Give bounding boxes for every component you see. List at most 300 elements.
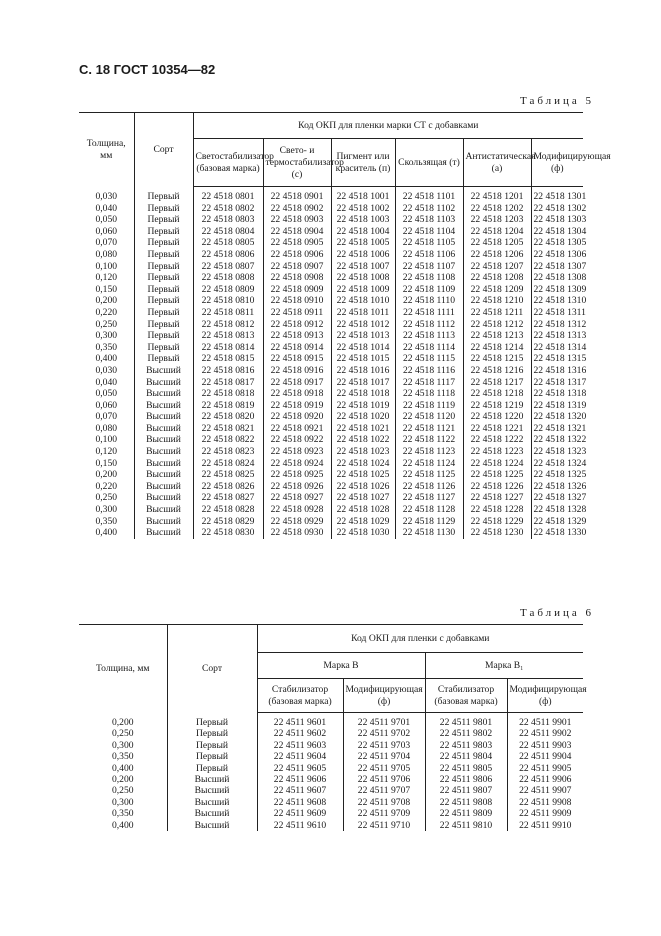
okp-code-cell: 22 4518 0903 [263,214,331,226]
okp-code-cell: 22 4518 1302 [531,203,583,215]
okp-code-cell: 22 4518 0921 [263,423,331,435]
grade-cell: Первый [134,284,193,296]
okp-code-cell: 22 4518 0922 [263,434,331,446]
okp-code-cell: 22 4518 0915 [263,353,331,365]
okp-code-cell: 22 4518 0927 [263,492,331,504]
grade-cell: Высший [134,458,193,470]
okp-code-cell: 22 4518 1321 [531,423,583,435]
okp-code-cell: 22 4518 0821 [193,423,263,435]
grade-cell: Первый [134,295,193,307]
okp-code-cell: 22 4518 0925 [263,469,331,481]
okp-code-cell: 22 4511 9702 [343,728,425,739]
okp-code-cell: 22 4511 9804 [425,751,507,762]
thickness-cell: 0,400 [95,353,118,365]
grade-cell: Высший [134,516,193,528]
thickness-cell: 0,080 [95,422,118,434]
okp-code-cell: 22 4518 1123 [395,446,463,458]
okp-code-cell: 22 4518 1029 [331,516,395,528]
thickness-cell: 0,050 [95,214,118,226]
okp-code-cell: 22 4518 1213 [463,330,531,342]
grade-cell: Высший [134,481,193,493]
okp-code-cell: 22 4518 0828 [193,504,263,516]
grade-cell: Первый [134,307,193,319]
okp-code-cell: 22 4518 1217 [463,377,531,389]
table6 [79,624,587,831]
table-row [79,751,583,762]
okp-code-cell: 22 4511 9609 [257,808,343,819]
okp-code-cell: 22 4518 1013 [331,330,395,342]
okp-code-cell: 22 4518 1127 [395,492,463,504]
okp-code-cell: 22 4518 1211 [463,307,531,319]
grade-cell: Первый [167,728,257,739]
okp-code-cell: 22 4518 1129 [395,516,463,528]
thickness-cell: 0,070 [95,411,118,423]
grade-cell: Высший [167,797,257,808]
okp-code-cell: 22 4518 1005 [331,237,395,249]
table-row [79,820,583,831]
okp-code-cell: 22 4518 0808 [193,272,263,284]
thickness-cell: 0,100 [95,434,118,446]
table5-subcol-header: Пигмент или краситель (п) [331,139,395,187]
okp-code-cell: 22 4518 0909 [263,284,331,296]
okp-code-cell: 22 4518 0929 [263,516,331,528]
thickness-cell: 0,350 [111,808,134,820]
thickness-cell: 0,250 [95,318,118,330]
grade-cell: Высший [134,365,193,377]
table-row [79,740,583,751]
table-row [79,763,583,774]
table-row [79,458,583,470]
grade-cell: Высший [134,446,193,458]
grade-cell: Высший [167,785,257,796]
okp-code-cell: 22 4511 9902 [507,728,583,739]
thickness-cell: 0,030 [95,364,118,376]
okp-code-cell: 22 4518 1008 [331,272,395,284]
okp-code-cell: 22 4518 0914 [263,342,331,354]
table-row [79,353,583,365]
thickness-cell: 0,050 [95,388,118,400]
thickness-cell: 0,040 [95,376,118,388]
okp-code-cell: 22 4511 9907 [507,785,583,796]
thickness-cell: 0,250 [111,728,134,740]
okp-code-cell: 22 4511 9602 [257,728,343,739]
table5-caption: Таблица 5 [520,95,595,107]
table-row [79,203,583,215]
grade-cell: Высший [134,527,193,539]
grade-cell: Первый [134,249,193,261]
okp-code-cell: 22 4518 1206 [463,249,531,261]
okp-code-cell: 22 4518 1221 [463,423,531,435]
okp-code-cell: 22 4518 1205 [463,237,531,249]
table-row [79,330,583,342]
table-row [79,307,583,319]
okp-code-cell: 22 4518 0830 [193,527,263,539]
grade-cell: Первый [134,342,193,354]
table-row [79,261,583,273]
thickness-cell: 0,350 [111,751,134,763]
okp-code-cell: 22 4511 9703 [343,740,425,751]
okp-code-cell: 22 4511 9706 [343,774,425,785]
okp-code-cell: 22 4511 9605 [257,763,343,774]
thickness-cell: 0,080 [95,248,118,260]
okp-code-cell: 22 4518 0803 [193,214,263,226]
okp-code-cell: 22 4518 1121 [395,423,463,435]
okp-code-cell: 22 4518 1322 [531,434,583,446]
okp-code-cell: 22 4518 1215 [463,353,531,365]
okp-code-cell: 22 4518 1314 [531,342,583,354]
okp-code-cell: 22 4518 1010 [331,295,395,307]
grade-cell: Высший [134,411,193,423]
okp-code-cell: 22 4518 1315 [531,353,583,365]
grade-cell: Первый [167,751,257,762]
okp-code-cell: 22 4518 1330 [531,527,583,539]
okp-code-cell: 22 4518 0924 [263,458,331,470]
thickness-cell: 0,350 [95,515,118,527]
okp-code-cell: 22 4518 0908 [263,272,331,284]
table-row [79,237,583,249]
table5-subcol-header: Свето- и термостабилизатор (с) [263,139,331,187]
okp-code-cell: 22 4518 1128 [395,504,463,516]
okp-code-cell: 22 4518 1020 [331,411,395,423]
thickness-cell: 0,250 [95,492,118,504]
table-row [79,808,583,819]
okp-code-cell: 22 4518 1312 [531,319,583,331]
okp-code-cell: 22 4511 9807 [425,785,507,796]
okp-code-cell: 22 4518 0809 [193,284,263,296]
okp-code-cell: 22 4511 9808 [425,797,507,808]
okp-code-cell: 22 4511 9910 [507,820,583,831]
grade-cell: Высший [134,492,193,504]
okp-code-cell: 22 4518 1317 [531,377,583,389]
okp-code-cell: 22 4518 0822 [193,434,263,446]
thickness-cell: 0,250 [111,785,134,797]
grade-cell: Первый [134,187,193,203]
table-row [79,785,583,796]
okp-code-cell: 22 4518 0923 [263,446,331,458]
table-row [79,446,583,458]
okp-code-cell: 22 4518 1025 [331,469,395,481]
okp-code-cell: 22 4518 1209 [463,284,531,296]
okp-code-cell: 22 4518 1014 [331,342,395,354]
table-row [79,400,583,412]
okp-code-cell: 22 4518 0910 [263,295,331,307]
okp-code-cell: 22 4518 1219 [463,400,531,412]
okp-code-cell: 22 4518 1023 [331,446,395,458]
okp-code-cell: 22 4518 1230 [463,527,531,539]
table-row [79,226,583,238]
okp-code-cell: 22 4518 0919 [263,400,331,412]
table-row [79,713,583,729]
table6-subcol-header: Стабилизатор (базовая марка) [425,679,507,713]
grade-cell: Высший [134,377,193,389]
okp-code-cell: 22 4518 1327 [531,492,583,504]
okp-code-cell: 22 4518 1114 [395,342,463,354]
table-row [79,469,583,481]
okp-code-cell: 22 4518 1329 [531,516,583,528]
grade-cell: Первый [134,353,193,365]
okp-code-cell: 22 4518 1115 [395,353,463,365]
okp-code-cell: 22 4518 1109 [395,284,463,296]
okp-code-cell: 22 4518 1026 [331,481,395,493]
okp-code-cell: 22 4518 0825 [193,469,263,481]
grade-cell: Первый [167,763,257,774]
okp-code-cell: 22 4518 0901 [263,187,331,203]
okp-code-cell: 22 4518 1009 [331,284,395,296]
okp-code-cell: 22 4518 1017 [331,377,395,389]
okp-code-cell: 22 4518 0905 [263,237,331,249]
okp-code-cell: 22 4511 9901 [507,713,583,729]
grade-cell: Первый [134,261,193,273]
okp-code-cell: 22 4518 1006 [331,249,395,261]
okp-code-cell: 22 4511 9604 [257,751,343,762]
okp-code-cell: 22 4518 1011 [331,307,395,319]
okp-code-cell: 22 4511 9809 [425,808,507,819]
table-row [79,481,583,493]
okp-code-cell: 22 4518 0826 [193,481,263,493]
okp-code-cell: 22 4518 1311 [531,307,583,319]
thickness-cell: 0,300 [95,504,118,516]
table-row [79,214,583,226]
okp-code-cell: 22 4518 1002 [331,203,395,215]
table-row [79,249,583,261]
okp-code-cell: 22 4518 1320 [531,411,583,423]
okp-code-cell: 22 4518 1007 [331,261,395,273]
grade-cell: Первый [167,740,257,751]
okp-code-cell: 22 4518 0806 [193,249,263,261]
okp-code-cell: 22 4518 1202 [463,203,531,215]
table6-brand-b1: Марка В₁ [425,653,583,679]
thickness-cell: 0,400 [111,762,134,774]
grade-cell: Первый [134,237,193,249]
okp-code-cell: 22 4518 0912 [263,319,331,331]
okp-code-cell: 22 4518 0904 [263,226,331,238]
okp-code-cell: 22 4518 0829 [193,516,263,528]
okp-code-cell: 22 4518 1104 [395,226,463,238]
okp-code-cell: 22 4518 1208 [463,272,531,284]
okp-code-cell: 22 4518 0823 [193,446,263,458]
okp-code-cell: 22 4518 1301 [531,187,583,203]
okp-code-cell: 22 4511 9701 [343,713,425,729]
okp-code-cell: 22 4518 1308 [531,272,583,284]
okp-code-cell: 22 4511 9908 [507,797,583,808]
table-row [79,527,583,539]
okp-code-cell: 22 4518 1106 [395,249,463,261]
grade-cell: Первый [167,713,257,729]
okp-code-cell: 22 4518 1326 [531,481,583,493]
table5-header-thickness: Толщина, мм [79,113,134,187]
okp-code-cell: 22 4511 9710 [343,820,425,831]
okp-code-cell: 22 4518 1122 [395,434,463,446]
okp-code-cell: 22 4518 0816 [193,365,263,377]
okp-code-cell: 22 4518 0807 [193,261,263,273]
okp-code-cell: 22 4518 0817 [193,377,263,389]
table5 [79,112,611,539]
okp-code-cell: 22 4518 0824 [193,458,263,470]
okp-code-cell: 22 4518 1203 [463,214,531,226]
okp-code-cell: 22 4518 1214 [463,342,531,354]
okp-code-cell: 22 4518 0916 [263,365,331,377]
okp-code-cell: 22 4518 1303 [531,214,583,226]
okp-code-cell: 22 4518 1003 [331,214,395,226]
okp-code-cell: 22 4511 9603 [257,740,343,751]
grade-cell: Высший [134,469,193,481]
table-row [79,423,583,435]
table5-subcol-header: Антистатическая (а) [463,139,531,187]
table6-subcol-header: Модифицирующая (ф) [343,679,425,713]
table5-body [79,187,587,539]
okp-code-cell: 22 4518 1324 [531,458,583,470]
okp-code-cell: 22 4518 1105 [395,237,463,249]
table6-subcol-header: Модифицирующая (ф) [507,679,583,713]
thickness-cell: 0,200 [111,774,134,786]
okp-code-cell: 22 4511 9806 [425,774,507,785]
okp-code-cell: 22 4518 1304 [531,226,583,238]
okp-code-cell: 22 4518 1212 [463,319,531,331]
grade-cell: Первый [134,330,193,342]
okp-code-cell: 22 4511 9709 [343,808,425,819]
okp-code-cell: 22 4511 9803 [425,740,507,751]
okp-code-cell: 22 4518 0928 [263,504,331,516]
okp-code-cell: 22 4511 9904 [507,751,583,762]
okp-code-cell: 22 4518 1126 [395,481,463,493]
thickness-cell: 0,070 [95,237,118,249]
okp-code-cell: 22 4518 1328 [531,504,583,516]
okp-code-cell: 22 4518 1030 [331,527,395,539]
okp-code-cell: 22 4518 1227 [463,492,531,504]
okp-code-cell: 22 4518 1024 [331,458,395,470]
okp-code-cell: 22 4518 1225 [463,469,531,481]
grade-cell: Первый [134,203,193,215]
okp-code-cell: 22 4518 0813 [193,330,263,342]
okp-code-cell: 22 4518 1218 [463,388,531,400]
table6-caption: Таблица 6 [520,607,595,619]
okp-code-cell: 22 4518 0810 [193,295,263,307]
grade-cell: Высший [167,808,257,819]
okp-code-cell: 22 4518 1226 [463,481,531,493]
page-header: С. 18 ГОСТ 10354—82 [79,62,216,77]
okp-code-cell: 22 4518 1318 [531,388,583,400]
okp-code-cell: 22 4518 1130 [395,527,463,539]
table-row [79,388,583,400]
thickness-cell: 0,300 [111,739,134,751]
okp-code-cell: 22 4518 1021 [331,423,395,435]
okp-code-cell: 22 4518 0820 [193,411,263,423]
thickness-cell: 0,060 [95,399,118,411]
table-row [79,365,583,377]
okp-code-cell: 22 4518 1228 [463,504,531,516]
okp-code-cell: 22 4518 1323 [531,446,583,458]
thickness-cell: 0,040 [95,202,118,214]
okp-code-cell: 22 4511 9708 [343,797,425,808]
okp-code-cell: 22 4518 1207 [463,261,531,273]
thickness-cell: 0,030 [95,190,118,202]
okp-code-cell: 22 4518 1012 [331,319,395,331]
okp-code-cell: 22 4518 1223 [463,446,531,458]
okp-code-cell: 22 4518 1027 [331,492,395,504]
okp-code-cell: 22 4518 0801 [193,187,263,203]
grade-cell: Первый [134,226,193,238]
okp-code-cell: 22 4518 1204 [463,226,531,238]
table6-brand-b: Марка В [257,653,425,679]
okp-code-cell: 22 4518 1309 [531,284,583,296]
okp-code-cell: 22 4518 1019 [331,400,395,412]
okp-code-cell: 22 4511 9610 [257,820,343,831]
thickness-cell: 0,400 [111,819,134,831]
okp-code-cell: 22 4518 1103 [395,214,463,226]
okp-code-cell: 22 4518 1124 [395,458,463,470]
okp-code-cell: 22 4518 1210 [463,295,531,307]
okp-code-cell: 22 4518 0918 [263,388,331,400]
okp-code-cell: 22 4518 0812 [193,319,263,331]
okp-code-cell: 22 4511 9810 [425,820,507,831]
table6-subcol-header: Стабилизатор (базовая марка) [257,679,343,713]
grade-cell: Высший [134,504,193,516]
table-row [79,797,583,808]
table-row [79,492,583,504]
okp-code-cell: 22 4518 1229 [463,516,531,528]
okp-code-cell: 22 4518 1307 [531,261,583,273]
okp-code-cell: 22 4511 9801 [425,713,507,729]
thickness-cell: 0,300 [111,796,134,808]
okp-code-cell: 22 4518 0930 [263,527,331,539]
okp-code-cell: 22 4518 1101 [395,187,463,203]
table-row [79,504,583,516]
thickness-cell: 0,060 [95,225,118,237]
table5-subcol-header: Светостабилизатор (базовая марка) [193,139,263,187]
okp-code-cell: 22 4518 0805 [193,237,263,249]
okp-code-cell: 22 4518 1111 [395,307,463,319]
table5-header-grade: Сорт [134,113,193,187]
okp-code-cell: 22 4518 0815 [193,353,263,365]
table6-header-thickness: Толщина, мм [79,625,167,713]
thickness-cell: 0,220 [95,306,118,318]
thickness-cell: 0,120 [95,446,118,458]
thickness-cell: 0,350 [95,341,118,353]
okp-code-cell: 22 4518 0811 [193,307,263,319]
okp-code-cell: 22 4518 1108 [395,272,463,284]
okp-code-cell: 22 4518 1120 [395,411,463,423]
table-row [79,187,583,203]
okp-code-cell: 22 4518 1004 [331,226,395,238]
okp-code-cell: 22 4518 0818 [193,388,263,400]
thickness-cell: 0,100 [95,260,118,272]
okp-code-cell: 22 4518 1224 [463,458,531,470]
thickness-cell: 0,400 [95,527,118,539]
table-row [79,342,583,354]
table5-subcol-header: Скользящая (т) [395,139,463,187]
okp-code-cell: 22 4518 0913 [263,330,331,342]
table6-header-grade: Сорт [167,625,257,713]
thickness-cell: 0,150 [95,457,118,469]
okp-code-cell: 22 4511 9707 [343,785,425,796]
okp-code-cell: 22 4518 0920 [263,411,331,423]
grade-cell: Высший [134,388,193,400]
okp-code-cell: 22 4518 1001 [331,187,395,203]
grade-cell: Первый [134,272,193,284]
okp-code-cell: 22 4518 0814 [193,342,263,354]
grade-cell: Высший [134,423,193,435]
okp-code-cell: 22 4511 9705 [343,763,425,774]
thickness-cell: 0,150 [95,283,118,295]
table5-group-header: Код ОКП для пленки марки СТ с добавками [193,113,583,139]
okp-code-cell: 22 4518 0819 [193,400,263,412]
table-row [79,272,583,284]
okp-code-cell: 22 4518 1222 [463,434,531,446]
table6-group-header: Код ОКП для пленки с добавками [257,625,583,653]
okp-code-cell: 22 4518 1118 [395,388,463,400]
okp-code-cell: 22 4518 1310 [531,295,583,307]
okp-code-cell: 22 4518 1325 [531,469,583,481]
